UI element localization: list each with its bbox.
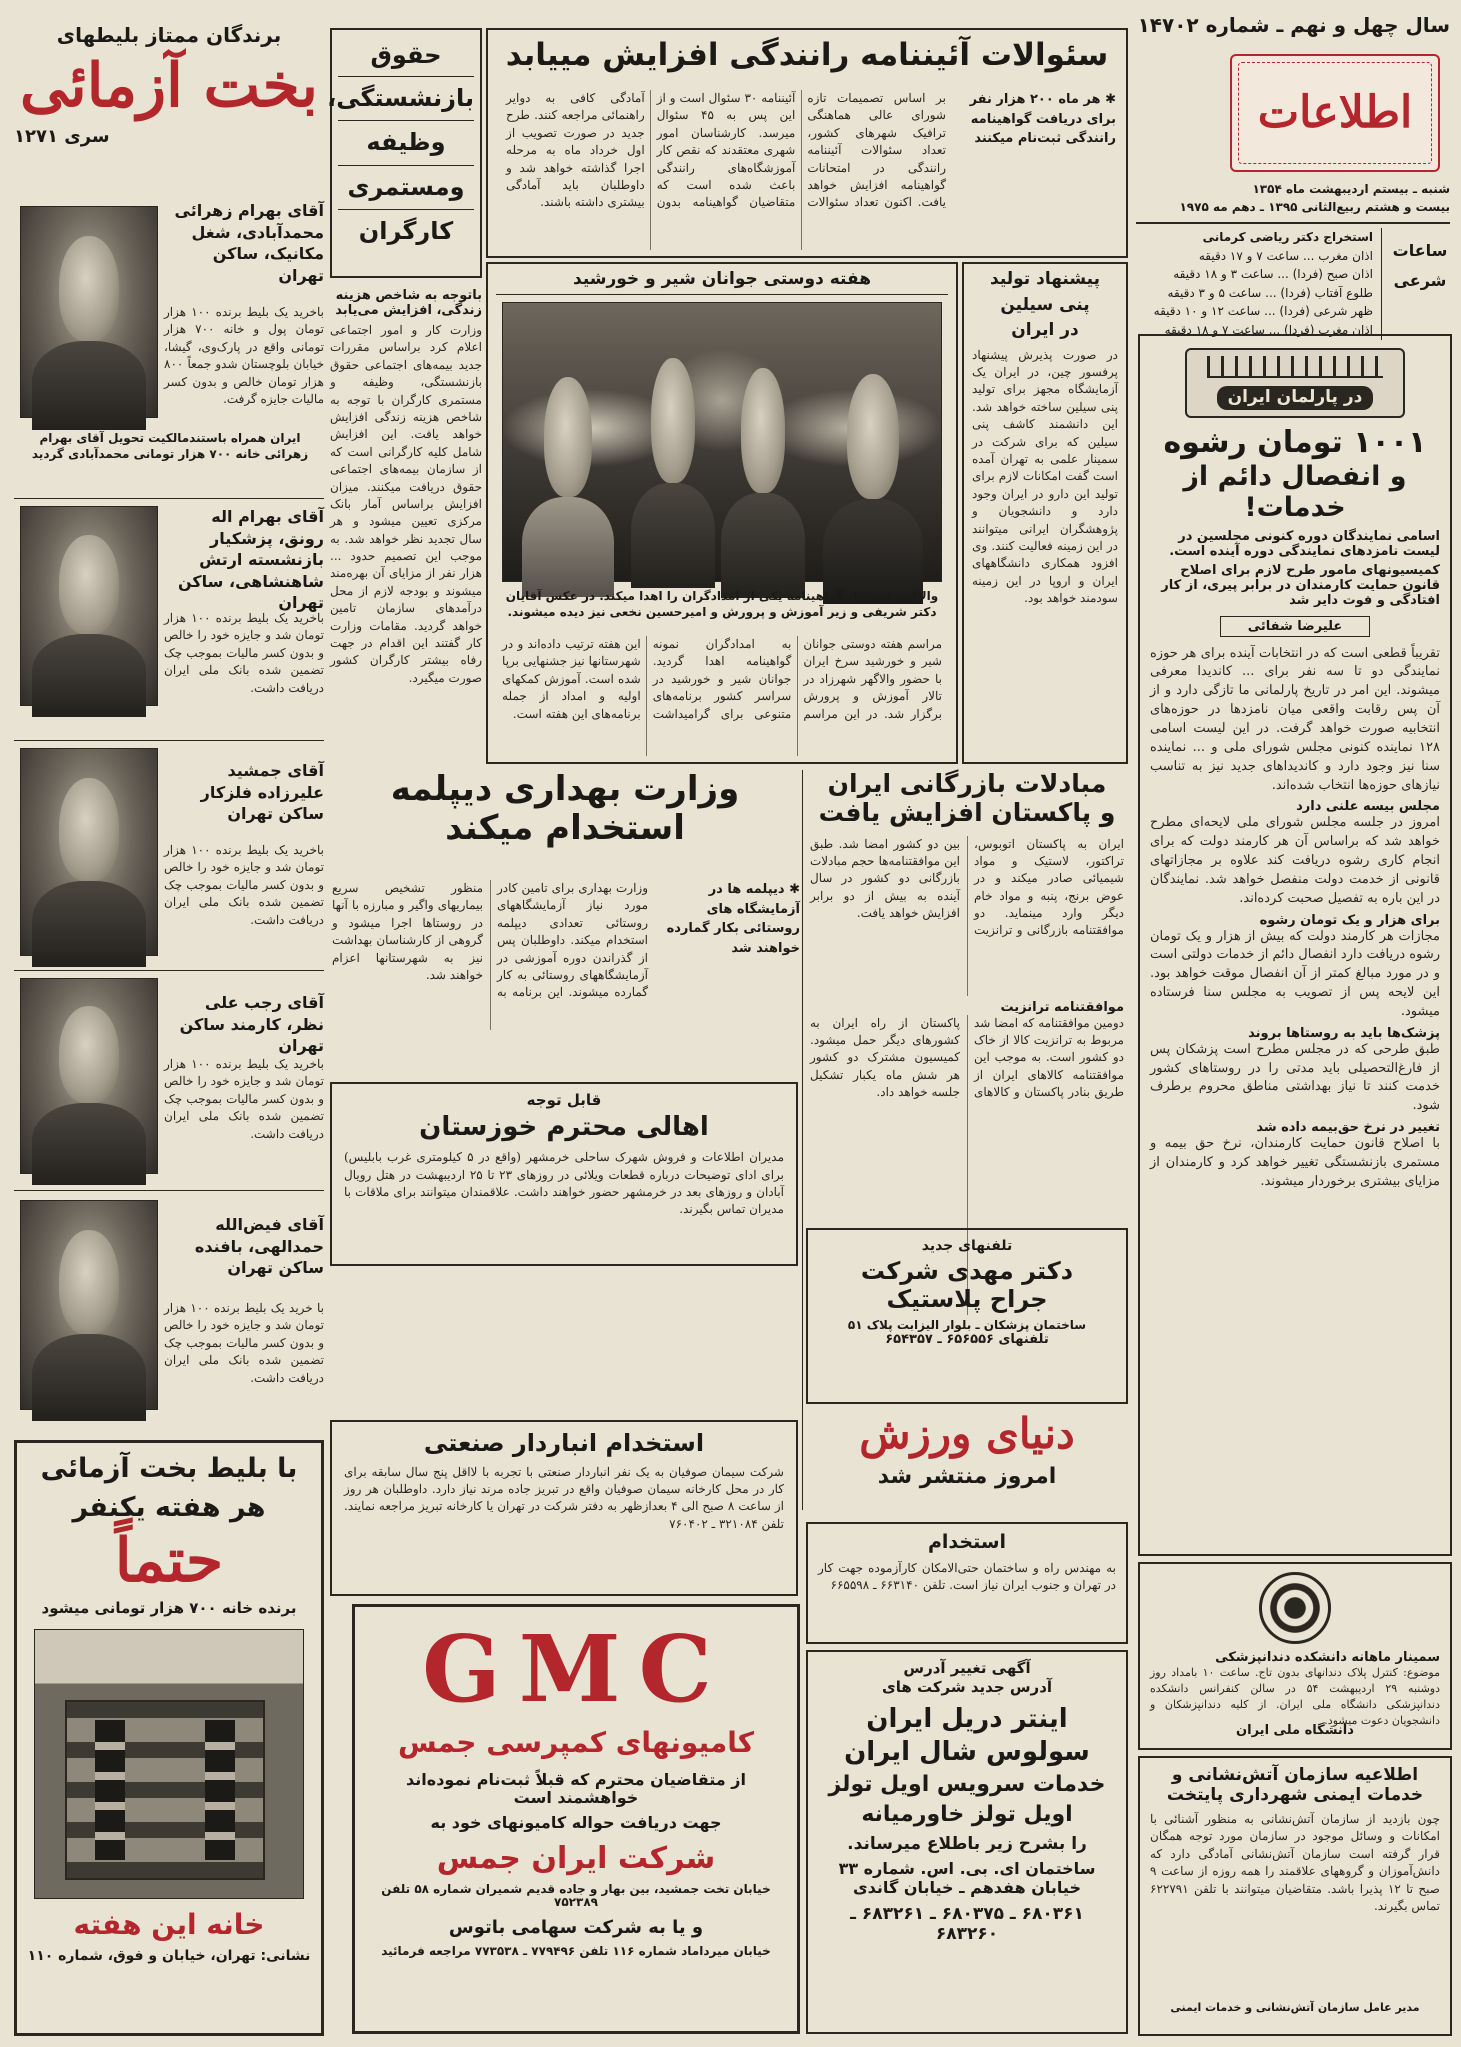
prayer-line: اذان صبح (فردا) ... ساعت ۳ و ۱۸ دقیقه — [1173, 267, 1373, 282]
address-sub: آدرس جدید شرکت های — [881, 1678, 1053, 1697]
lottery-ad-address: نشانی: تهران، خیابان و فوق، شماره ۱۱۰ — [27, 1947, 311, 1964]
prayer-title: استخراج دکتر ریاضی کرمانی — [1202, 230, 1373, 244]
company-3: خدمات سرویس اویل تولز — [828, 1772, 1106, 1798]
address-text: ساختمان ای. بی. اس. شماره ۳۳ خیابان هفدهم ـ خیابان گاندی — [838, 1859, 1096, 1897]
winner-photo — [20, 978, 158, 1174]
gmc-line-3: جهت دریافت حواله کامیونهای خود به — [430, 1812, 722, 1832]
parliament-headline-1: ۱۰۰۱ تومان رشوه — [1163, 425, 1427, 460]
khuzestan-label: قابل توجه — [526, 1091, 602, 1109]
pension-body: وزارت کار و امور اجتماعی اعلام کرد براساس مقررات جدید بیمه‌های اجتماعی حقوق بازنشستگی، وظیفه و مستمری کارگران با توجه به شاخص هزینه زندگی افزایش خواهد یافت. این افزایش شامل کلیه کارگرانی است که از سازمان بیمه‌های اجتماعی حقوق دریافت میکنند. میزان افزایش براساس آمار بانک مرکزی تعیین میشود و هر سال تجدید نظر خواهد شد. به موجب این تصمیم حدود ... هزار نفر از مزایای آن بهره‌مند میشوند و بودجه لازم از محل درآمدهای سازمان تامین خواهد گردید. مقامات وزارت کار گفتند این اقدام در جهت رفاه بیشتر کارگران کشور صورت میگیرد. — [330, 323, 482, 685]
masthead — [1136, 13, 1450, 337]
dental-notice — [1138, 1562, 1452, 1750]
warehouse-ad — [330, 1420, 798, 1596]
prayer-line: اذان مغرب (فردا) ... ساعت ۷ و ۱۸ دقیقه — [1164, 322, 1373, 337]
winner-photo — [20, 1200, 158, 1410]
friendship-body: مراسم هفته دوستی جوانان شیر و خورشید سرخ ایران با حضور والاگهر شهرزاد در تالار آموزش و پرورش برگزار شد. در این مراسم به امدادگران نمونه گواهینامه اهدا گردید. جوانان شیر و خورشید در سراسر کشور برنامه‌های متنوعی برای گرامیداشت این هفته ترتیب داده‌اند و در شهرستانها نیز جشنهایی برپا شده است. آموزش کمکهای اولیه و امداد از جمله برنامه‌های این هفته است. — [502, 637, 942, 721]
lead-deck — [956, 90, 1116, 149]
trade-headline-1: مبادلات بازرگانی ایران — [827, 769, 1107, 798]
company-1: اینتر دریل ایران — [866, 1703, 1068, 1734]
penicillin-body: در صورت پذیرش پیشنهاد پرفسور چین، در ایران یک آزمایشگاه مجهز برای تولید پنی سیلین ساخته خواهد شد. این دانشمند کاشف پنی سیلین که برای شرکت در سمینار علمی به تهران آمده است گفت امکانات لازم برای تولید این دارو در ایران وجود دارد و دانشجویان و پژوهشگران ایرانی میتوانند در این زمینه فعالیت کنند. وی افزود همکاری دانشگاههای ایران و اروپا در این زمینه سودمند خواهد بود. — [972, 347, 1118, 606]
plastic-line-2: جراح پلاستیک — [886, 1284, 1048, 1313]
dental-body: موضوع: کنترل پلاک دندانهای بدون تاج. ساعت ۱۰ بامداد روز دوشنبه ۲۹ اردیبهشت ۵۴ در سالن کنفرانس دانشکده دندانپزشکی دانشگاه ملی ایران. از کلیه دندانپزشکان و دانشجویان دعوت میشود. — [1150, 1666, 1441, 1727]
fire-body: چون بازدید از سازمان آتش‌نشانی به منظور آشنائی با امکانات و وسائل موجود در سازمان مورد توجه همگان قرار گرفته است سازمان آتش‌نشانی آمادگی دارد که دانش‌آموزان و گروههای علاقمند را همه روزه از ساعت ۹ صبح تا ۱۲ پذیرا باشد. متقاضیان میتوانند با تلفن ۶۲۲۷۹۱ تماس بگیرند. — [1150, 1812, 1440, 1914]
star-icon: ✱ — [784, 882, 800, 897]
parliament-sub-4: تغییر در نرخ حق‌بیمه داده شد — [1256, 1120, 1440, 1136]
defense-headline-2: استخدام میکند — [445, 808, 685, 849]
lead-body: بر اساس تصمیمات تازه شورای عالی هماهنگی ترافیک شهرهای کشور، تعداد سئوالات آئیننامه رانندگی در امتحانات گواهینامه افزایش خواهد یافت. اکنون تعداد سئوالات آئیننامه ۳۰ سئوال است و از این پس به ۴۵ سئوال میرسد. کارشناسان امور شهری معتقدند که نقص کار آموزشگاه‌های رانندگی باعث شده است که متقاضیان گواهینامه بدون آمادگی کافی به دوایر راهنمائی مراجعه کنند. طرح جدید در صورت تصویب از اول خرداد ماه به مرحله اجرا گذاشته خواهد شد و داوطلبان باید آمادگی بیشتری داشته باشند. — [506, 91, 946, 210]
pension-article — [327, 28, 482, 278]
newspaper-logo — [1230, 54, 1440, 172]
parliament-bullet-1: اسامی نمایندگان دوره کنونی مجلسین در لیست نامزدهای نمایندگی دوره آینده است. — [1169, 528, 1440, 559]
parliament-sub-3: پزشک‌ها باید به روستاها بروند — [1248, 1025, 1440, 1041]
defense-headline-1: وزارت بهداری دیپلمه — [390, 769, 740, 809]
lottery-top-label: برندگان ممتاز بلیطهای — [56, 23, 282, 47]
trade-headline-2: و پاکستان افزایش یافت — [818, 797, 1116, 827]
winner-name: آقای بهرام اله رونق، پزشکیار بازنشسته ارتش شاهنشاهی، ساکن تهران — [177, 507, 324, 613]
gmc-line-6: و یا به شرکت سهامی باتوس — [448, 1917, 704, 1939]
penicillin-title-2: پنی سیلین — [1000, 294, 1090, 315]
parliament-body: تقریباً قطعی است که در انتخابات آینده برای هر حوزه نمایندگی دو تا سه نفر برای ... کاندیدا معرفی میشوند. این امر در تاریخ پارلمانی ما تازگی دارد و از آن پس رقابت واقعی میان نامزدها در حوزه‌های انتخابیه صورت خواهد گرفت. در این لیست اسامی ۱۲۸ نماینده کنونی مجلس شورای ملی و ... نماینده سنا نیز وجود دارد و کاندیداهای جدید نیز به تناسب نیازهای حوزه‌ها انتخاب شده‌اند. — [1150, 645, 1440, 793]
pension-line-1: حقوق — [338, 36, 474, 77]
prayer-label — [1390, 242, 1450, 291]
winner-name: آقای رجب علی نظر، کارمند ساکن تهران — [179, 993, 324, 1056]
winner-desc: باخرید یک بلیط برنده ۱۰۰ هزار تومان پول و خانه ۷۰۰ هزار تومانی واقع در پارک‌وی، گیشا، خیابان بلوچستان شدو جمعاً ۸۰۰ هزار تومان خالص و بدون کسر مالیات جایزه گرفت. — [164, 305, 324, 406]
parliament-building-icon — [1207, 356, 1383, 378]
lottery-ad — [14, 1440, 324, 2036]
parliament-bullet-2: کمیسیونهای مامور طرح لازم برای اصلاح قانون حمایت کارمندان در برابر پیری، از کار افتادگی و فوت دایر شد — [1161, 562, 1440, 608]
penicillin-title-3: در ایران — [1011, 320, 1079, 341]
winner-photo — [20, 748, 158, 956]
issue-number: سال چهل و نهم ـ شماره ۱۴۷۰۲ — [1137, 13, 1450, 37]
winner-name: آقای بهرام زهرائی محمدآبادی، شغل مکانیک، ساکن تهران — [174, 201, 324, 285]
pension-line-4: ومستمری — [338, 166, 474, 211]
prayer-line: ظهر شرعی (فردا) ... ساعت ۱۲ و ۱۰ دقیقه — [1153, 304, 1373, 319]
winner-desc: باخرید یک بلیط برنده ۱۰۰ هزار تومان شد و جایزه خود را خالص و بدون کسر مالیات بموجب چک تضمین شده بانک ملی ایران دریافت داشت. — [164, 611, 324, 695]
plastic-line-1: دکتر مهدی شرکت — [860, 1257, 1074, 1286]
address-line: را بشرح زیر باطلاع میرساند. — [847, 1833, 1087, 1854]
winner-desc: با خرید یک بلیط برنده ۱۰۰ هزار تومان شد و جایزه خود را خالص و بدون کسر مالیات بموجب چک تضمین شده بانک ملی ایران دریافت داشت. — [164, 1301, 324, 1385]
person-figure — [813, 339, 933, 589]
warehouse-title: استخدام انباردار صنعتی — [423, 1429, 705, 1457]
friendship-caption: والاگهر شهرزاد گواهینامه یکی از امدادگران را اهدا میکند. در عکس آقایان دکتر شریفی و زیر آموزش و پرورش و امیرحسین نخعی نیز دیده میشوند. — [505, 589, 939, 620]
parliament-sub-4-body: با اصلاح قانون حمایت کارمندان، نرخ حق بیمه و مستمری بازنشستگی تغییر خواهد کرد و کارمندان از مزایای بیشتری برخوردار میشوند. — [1150, 1136, 1440, 1189]
date-line-2: بیست و هشتم ربیع‌الثانی ۱۳۹۵ ـ دهم مه ۱۹۷۵ — [1179, 200, 1450, 214]
person-figure — [623, 323, 723, 573]
defense-deck-text: دیپلمه ها در آزمایشگاه های روستائی بکار گمارده خواهند شد — [666, 882, 800, 956]
parliament-label: در پارلمان ایران — [1217, 386, 1373, 410]
parliament-sub-3-body: طبق طرحی که در مجلس مطرح است پزشکان پس از فارغ‌التحصیلی باید مدتی را در روستاهای کشور خدمت کنند تا نیاز بهداشتی مناطق محروم برطرف شود. — [1150, 1041, 1440, 1114]
company-2: سولوس شال ایران — [844, 1737, 1090, 1768]
prayer-times — [1142, 228, 1382, 340]
penicillin-article — [962, 262, 1128, 764]
person-figure — [513, 343, 623, 583]
date-line-1: شنبه ـ بیستم اردیبهشت ماه ۱۳۵۴ — [1252, 182, 1450, 196]
hiring-body: به مهندس راه و ساختمان حتی‌الامکان کارآزموده جهت کار در تهران و جنوب ایران نیاز است. تلفن ۶۶۳۱۴۰ ـ ۶۶۵۵۹۸ — [818, 1560, 1116, 1593]
parliament-sub-2-body: مجازات هر کارمند دولت که بیش از هزار و یک تومان رشوه دریافت دارد انفصال دائم از خدمات دولتی است و در مورد مبالغ کمتر از آن انفصال موقت خواهد بود. این لایحه پس از تصویب به مجلس سنا فرستاده میشود. — [1150, 928, 1440, 1019]
lottery-ad-line-2: هر هفته یکنفر — [72, 1492, 266, 1524]
winner-caption: ایران همراه باستندمالکیت تحویل آقای بهرام زهرائی خانه ۷۰۰ هزار تومانی محمدآبادی گردید — [31, 431, 309, 462]
logo-text: اطلاعات — [1257, 86, 1413, 138]
parliament-sub-1: مجلس بیسه علنی دارد — [1296, 799, 1440, 815]
prayer-label-2: شرعی — [1393, 271, 1447, 291]
star-icon: ✱ — [1100, 92, 1116, 107]
khuzestan-body: مدیران اطلاعات و فروش شهرک ساحلی خرمشهر (واقع در ۵ کیلومتری غرب بابلیس) برای ادای توضیحات درباره قطعات ویلائی در روزهای ۲۳ تا ۲۵ اردیبهشت در هتل رویال آبادان و روزهای بعد در خرمشهر حضور خواهند داشت. علاقمندان میتوانند برای ملاقات با مدیران تماس بگیرند. — [344, 1150, 785, 1217]
plastic-phone: تلفنهای ۶۵۶۵۵۶ ـ ۶۵۴۳۵۷ — [885, 1332, 1049, 1348]
fire-notice — [1138, 1756, 1452, 2036]
plastic-addr: ساختمان پزشکان ـ بلوار الیزابت پلاک ۵۱ — [847, 1318, 1087, 1333]
gmc-line-1: کامیونهای کمپرسی جمس — [397, 1725, 755, 1759]
penicillin-title-1: پیشنهاد تولید — [990, 269, 1100, 289]
parliament-author: علیرضا شفائی — [1220, 616, 1370, 637]
fire-sign: مدیر عامل سازمان آتش‌نشانی و خدمات ایمنی — [1170, 2001, 1420, 2015]
parliament-sub-2: برای هزار و یک تومان رشوه — [1259, 912, 1440, 928]
lottery-ad-line-1: با بلیط بخت آزمائی — [40, 1453, 298, 1484]
person-figure — [713, 333, 813, 583]
university-emblem-icon — [1259, 1572, 1331, 1644]
pension-line-2: بازنشستگی، — [338, 77, 474, 122]
trade-sub-body: دومین موافقتنامه که امضا شد مربوط به ترانزیت کالا از خاک دو کشور است. به موجب این موافقتنامه کالاهای ایران از طریق بنادر پاکستان و کالاهای پاکستان از راه ایران به کشورهای دیگر حمل میشود. کمیسیون مشترک دو کشور هر شش ماه یکبار تشکیل جلسه خواهد داد. — [810, 1015, 1124, 1100]
lottery-ad-line-3: حتماً — [114, 1526, 224, 1597]
address-change-ad — [806, 1650, 1128, 2034]
fire-title: اطلاعیه سازمان آتش‌نشانی و خدمات ایمنی شهرداری پایتخت — [1166, 1765, 1424, 1805]
khuzestan-notice — [330, 1082, 798, 1266]
lead-headline: سئوالات آئیننامه رانندگی افزایش مییابد — [505, 37, 1109, 73]
gmc-ad — [352, 1604, 800, 2034]
friendship-photo — [502, 302, 942, 582]
plastic-surgeon-ad — [806, 1228, 1128, 1404]
lottery-series: سری ۱۲۷۱ — [14, 126, 110, 147]
winner-desc: باخرید یک بلیط برنده ۱۰۰ هزار تومان شد و جایزه خود را خالص و بدون کسر مالیات بموجب چک تضمین شده بانک ملی ایران دریافت داشت. — [164, 1057, 324, 1141]
pension-line-3: وظیفه — [338, 121, 474, 166]
sports-title: دنیای ورزش — [859, 1409, 1075, 1458]
gmc-line-4: شرکت ایران جمس — [436, 1841, 716, 1877]
defense-deck — [660, 880, 800, 958]
hiring-title: استخدام — [927, 1531, 1007, 1553]
prayer-line: اذان مغرب ... ساعت ۷ و ۱۷ دقیقه — [1198, 248, 1373, 263]
warehouse-body: شرکت سیمان صوفیان به یک نفر انباردار صنعتی با تجربه با لااقل پنج سال سابقه برای کار در محل کارخانه سیمان صوفیان واقع در تبریز جاده مرند نیاز دارد. داوطلبان هر روز از ساعت ۸ صبح الی ۴ بعدازظهر به دفتر شرکت در تهران یا کارخانه تبریز مراجعه نمایند. تلفن ۳۲۱۰۸۴ ـ ۷۶۰۴۰۲ — [344, 1464, 784, 1531]
winner-name: آقای فیض‌الله حمدالهی، بافنده ساکن تهران — [194, 1215, 324, 1278]
sports-promo — [806, 1410, 1128, 1520]
sports-sub: امروز منتشر شد — [877, 1464, 1057, 1490]
parliament-header — [1185, 348, 1405, 418]
lottery-ad-line-5: خانه این هفته — [73, 1908, 265, 1942]
lead-deck-text: هر ماه ۲۰۰ هزار نفر برای دریافت گواهینامه رانندگی ثبت‌نام میکنند — [969, 92, 1116, 146]
gmc-line-2: از متقاضیان محترم که قبلاً ثبت‌نام نموده‌اند خواهشمند است — [406, 1769, 746, 1808]
gmc-brand: GMC — [422, 1615, 730, 1723]
winner-photo — [20, 506, 158, 706]
company-4: اویل تولز خاورمیانه — [861, 1801, 1073, 1827]
prayer-line: طلوع آفتاب (فردا) ... ساعت ۵ و ۳ دقیقه — [1167, 285, 1373, 300]
pension-line-5: کارگران — [358, 217, 454, 246]
defense-body: وزارت بهداری برای تامین کادر مورد نیاز آزمایشگاههای روستائی تعدادی دیپلمه استخدام میکند. داوطلبان پس از گذراندن دوره آموزشی در آزمایشگاههای روستائی به کار گمارده میشوند. این برنامه به منظور تشخیص سریع بیماریهای واگیر و مبارزه با آنها در روستاها اجرا میشود و گروهی از کارشناسان بهداشت نیز به شهرستانها اعزام خواهند شد. — [332, 881, 648, 1000]
trade-sub: موافقتنامه ترانزیت — [1000, 999, 1124, 1015]
pension-continued — [330, 284, 482, 764]
lottery-title: بخت آزمائی — [19, 51, 318, 121]
khuzestan-title: اهالی محترم خوزستان — [419, 1112, 709, 1143]
plastic-label: تلفنهای جدید — [921, 1238, 1013, 1254]
trade-body: ایران به پاکستان اتوبوس، تراکتور، لاستیک و مواد شیمیائی صادر میکند و در عوض برنج، پنبه و مواد خام دیگر وارد مینماید. دو موافقتنامه بازرگانی و ترانزیت بین دو کشور امضا شد. طبق این موافقتنامه‌ها حجم مبادلات بازرگانی دو کشور در سال آینده به بیش از دو برابر افزایش خواهد یافت. — [810, 836, 1124, 938]
gmc-line-5: خیابان تخت جمشید، بین بهار و جاده قدیم شمیران شماره ۵۸ تلفن ۷۵۲۳۸۹ — [381, 1881, 771, 1910]
defense-article — [330, 770, 800, 1070]
gmc-line-7: خیابان میرداماد شماره ۱۱۶ تلفن ۷۷۹۴۹۶ ـ ۷۷۳۵۳۸ مراجعه فرمائید — [381, 1943, 771, 1958]
lottery-ad-line-4: برنده خانه ۷۰۰ هزار تومانی میشود — [41, 1599, 297, 1618]
address-phones: ۶۸۰۳۶۱ ـ ۶۸۰۳۷۵ ـ ۶۸۳۲۶۱ ـ ۶۸۳۲۶۰ — [850, 1904, 1084, 1944]
friendship-title: هفته دوستی جوانان شیر و خورشید — [496, 270, 948, 295]
dental-sign: دانشگاه ملی ایران — [1236, 1723, 1354, 1738]
winner-desc: باخرید یک بلیط برنده ۱۰۰ هزار تومان شد و جایزه خود را خالص و بدون کسر مالیات بموجب چک تضمین شده بانک ملی ایران دریافت داشت. — [164, 843, 324, 927]
parliament-sub-1-body: امروز در جلسه مجلس شورای ملی لایحه‌ای مطرح خواهد شد که براساس آن هر کارمند دولت که برای انجام کاری رشوه دریافت کند علاوه بر مجازاتهای قانونی از خدمت دولت منفصل خواهد شد. نمایندگان در این باره به تفصیل صحبت کرده‌اند. — [1150, 815, 1440, 906]
house-photo — [34, 1629, 304, 1899]
winner-name: آقای جمشید علیرزاده فلزکار ساکن تهران — [200, 761, 324, 824]
lead-article — [486, 28, 1128, 258]
friendship-article — [486, 262, 958, 764]
parliament-article — [1138, 334, 1452, 1556]
address-label: آگهی تغییر آدرس — [903, 1659, 1031, 1677]
prayer-label-1: ساعات — [1392, 241, 1448, 260]
parliament-headline-2: و انفصال دائم از خدمات! — [1183, 460, 1407, 523]
engineer-hiring-ad — [806, 1522, 1128, 1644]
dental-title: سمینار ماهانه دانشکده دندانپزشکی — [1215, 1650, 1440, 1665]
winner-photo — [20, 206, 158, 418]
pension-deck: باتوجه به شاخص هزینه زندگی، افزایش می‌یابد — [335, 288, 482, 318]
